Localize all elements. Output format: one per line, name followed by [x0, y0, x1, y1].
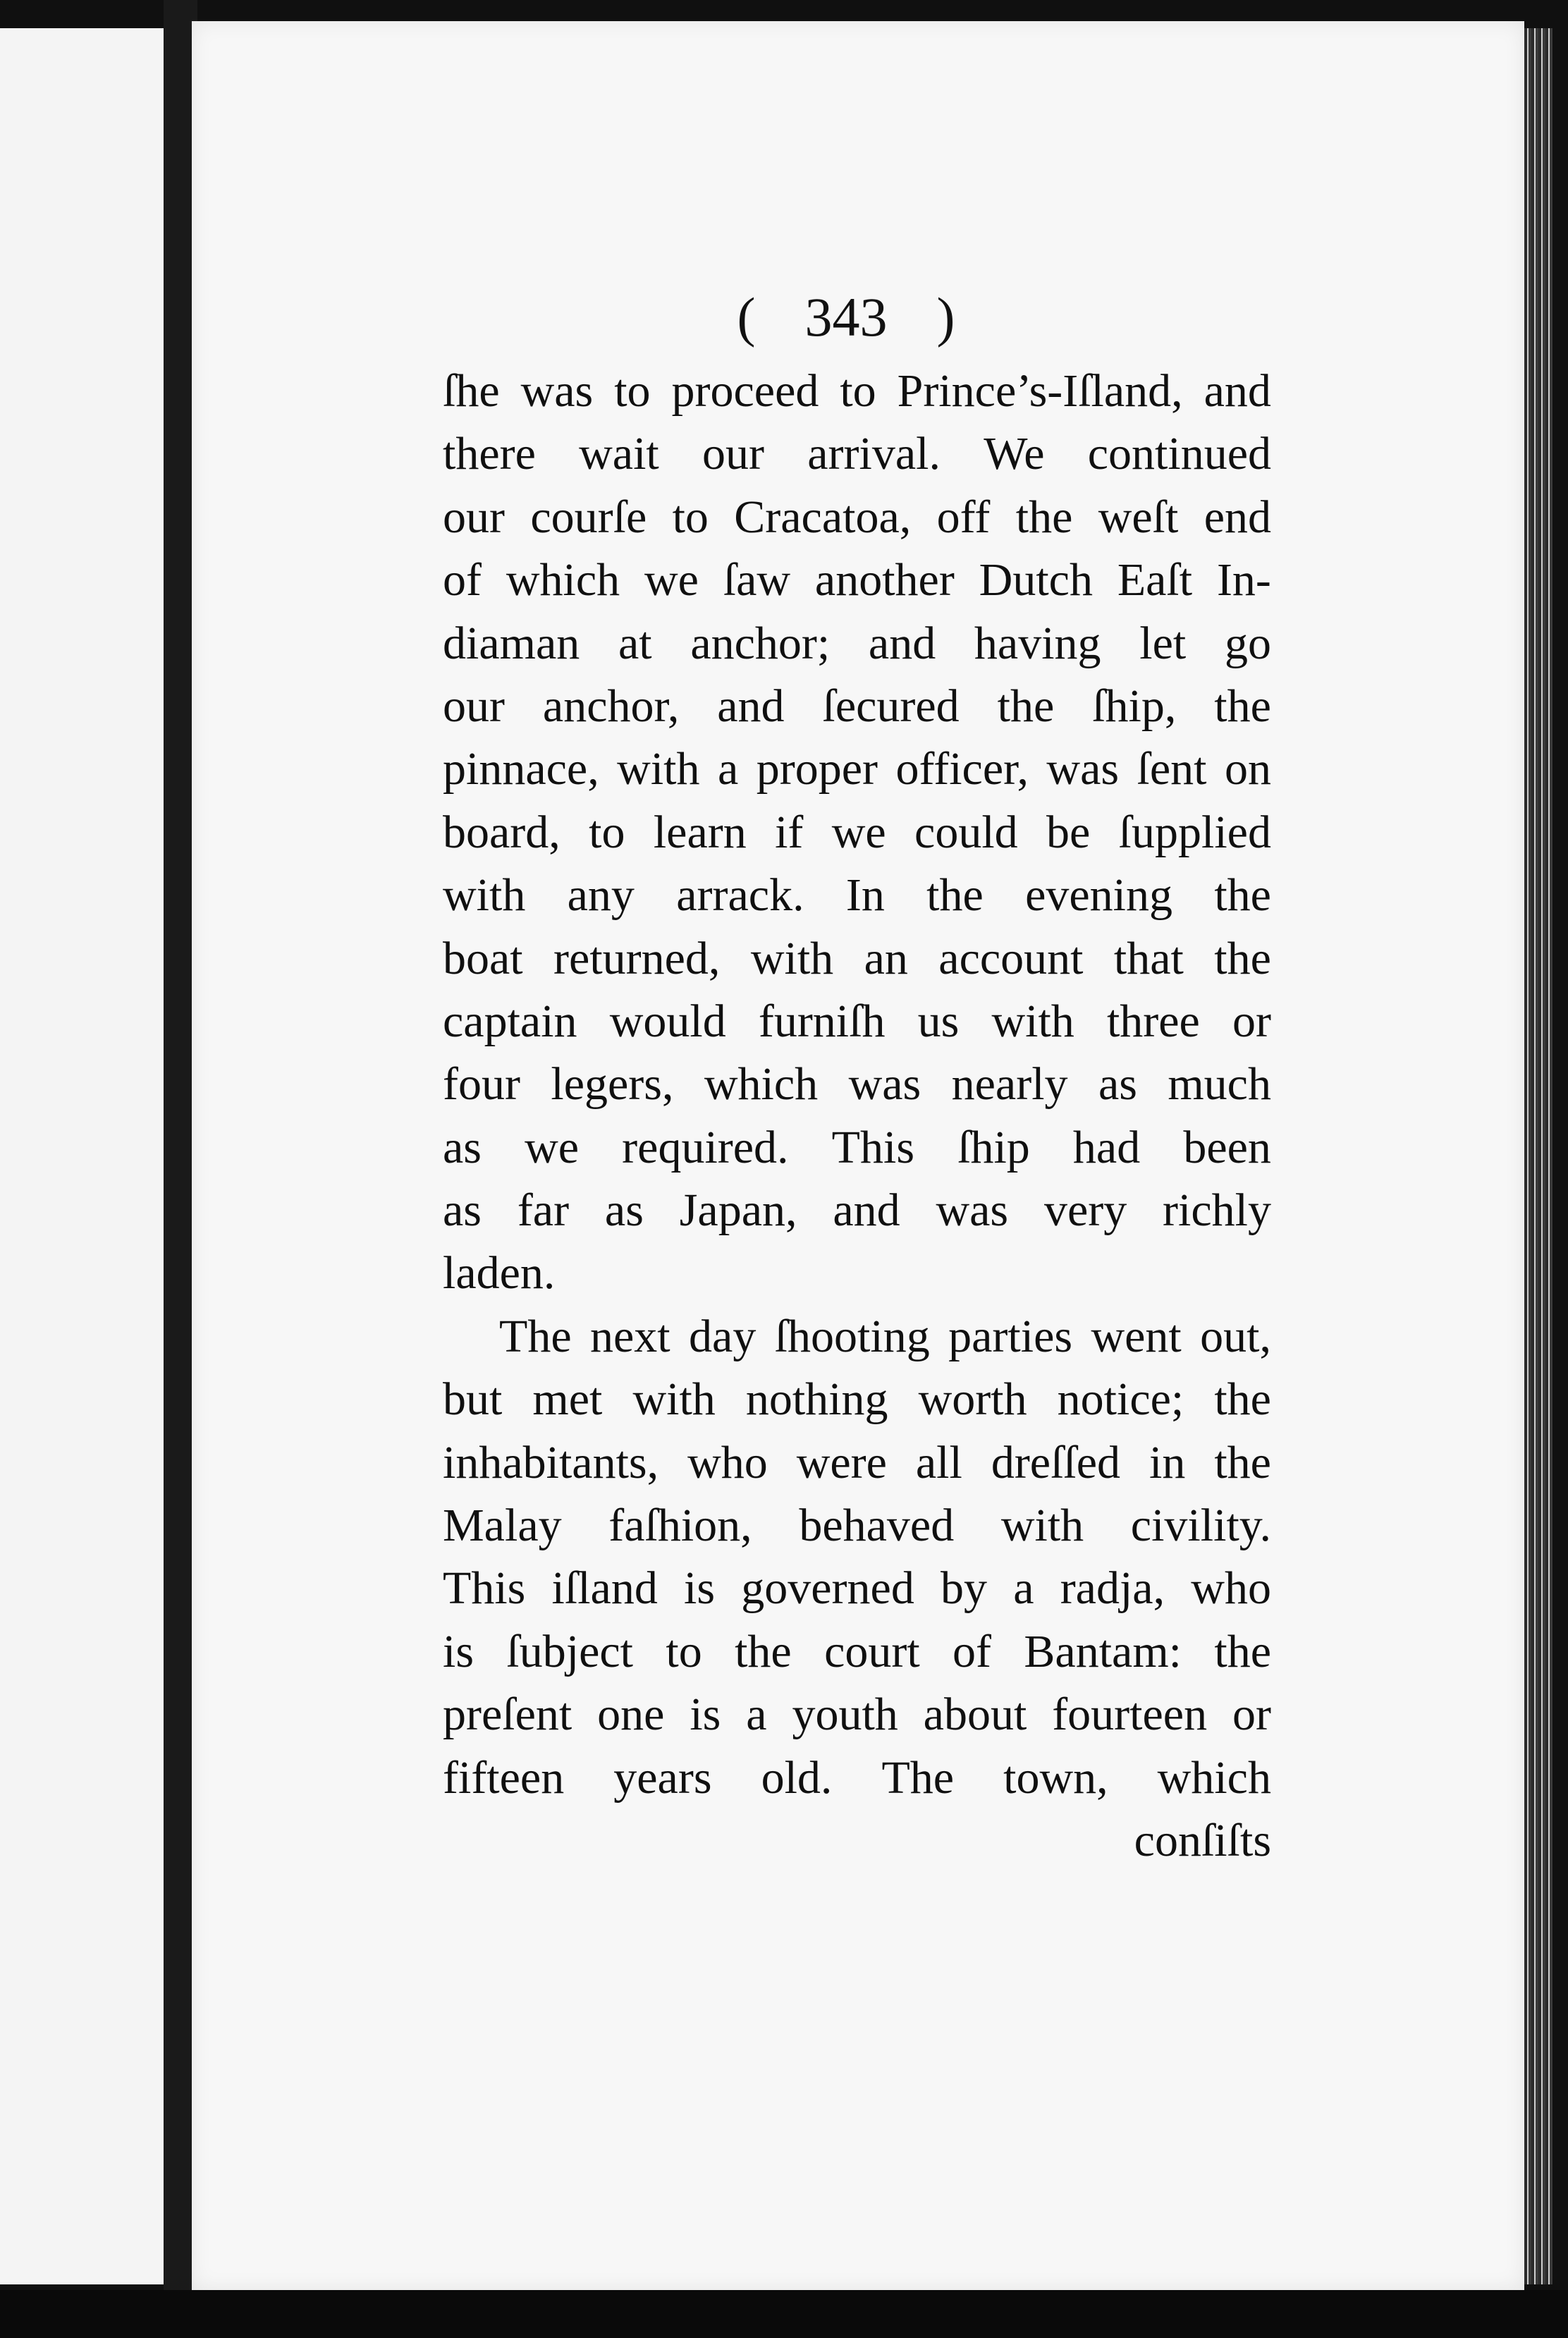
- word: that: [1113, 932, 1184, 984]
- text-line: [443, 549, 1271, 611]
- word: go: [1224, 617, 1271, 669]
- word: if: [775, 806, 804, 858]
- word: with: [617, 743, 700, 795]
- word: was: [1046, 743, 1120, 795]
- text-line: [443, 1746, 1271, 1809]
- word: and: [1203, 365, 1271, 417]
- text-line: [443, 1557, 1271, 1620]
- word: were: [796, 1436, 887, 1488]
- text-line: [443, 486, 1271, 549]
- word: fourteen: [1052, 1689, 1208, 1741]
- word: worth: [918, 1373, 1027, 1426]
- word: ſhip: [957, 1121, 1030, 1173]
- word: we: [525, 1121, 580, 1173]
- word: ſhooting: [774, 1310, 930, 1362]
- word: notice;: [1057, 1373, 1184, 1426]
- word: radja,: [1060, 1562, 1165, 1615]
- word: civility.: [1130, 1500, 1271, 1552]
- text-line: [443, 1305, 1271, 1368]
- word: Malay: [443, 1500, 562, 1552]
- word: In-: [1216, 554, 1271, 606]
- word: we: [644, 554, 699, 606]
- word: Cracatoa,: [734, 491, 912, 543]
- word: ſubject: [506, 1625, 633, 1677]
- word: next: [590, 1310, 670, 1362]
- word: of: [953, 1625, 992, 1677]
- word: or: [1232, 1689, 1271, 1741]
- word: nearly: [951, 1058, 1068, 1110]
- word: richly: [1163, 1185, 1271, 1237]
- word: proper: [756, 743, 878, 795]
- word: be: [1046, 806, 1091, 858]
- text-line: [443, 1683, 1271, 1746]
- word: years: [613, 1751, 712, 1804]
- word: which: [506, 554, 620, 606]
- word: our: [443, 680, 505, 732]
- word: returned,: [553, 932, 721, 984]
- word: and: [833, 1185, 900, 1237]
- word: conſiſts: [1134, 1814, 1271, 1866]
- word: required.: [622, 1121, 789, 1173]
- word: is: [684, 1562, 716, 1615]
- word: courſe: [530, 491, 647, 543]
- word: is: [443, 1625, 474, 1677]
- word: been: [1183, 1121, 1271, 1173]
- scan-border: [0, 2290, 1568, 2338]
- word: preſent: [443, 1689, 572, 1741]
- word: wait: [579, 428, 659, 480]
- word: to: [614, 365, 651, 417]
- word: iſland: [551, 1562, 658, 1615]
- page-edges: [1524, 28, 1552, 2284]
- word: who: [687, 1436, 768, 1488]
- word: a: [746, 1689, 767, 1741]
- text-line: [443, 1368, 1271, 1431]
- word: the: [1214, 1373, 1271, 1426]
- word: In: [845, 869, 885, 922]
- word: dreſſed: [991, 1436, 1121, 1488]
- word: the: [1214, 680, 1271, 732]
- word: or: [1232, 995, 1271, 1047]
- page-number-value: 343: [804, 286, 888, 348]
- word: parties: [948, 1310, 1073, 1362]
- word: old.: [761, 1751, 833, 1804]
- word: to: [840, 365, 876, 417]
- word: as: [443, 1185, 482, 1237]
- word: to: [589, 806, 625, 858]
- word: faſhion,: [608, 1500, 752, 1552]
- word: had: [1072, 1121, 1141, 1173]
- word: The: [881, 1751, 955, 1804]
- word: was: [520, 365, 594, 417]
- word: youth: [792, 1689, 898, 1741]
- word: boat: [443, 932, 523, 984]
- word: weſt: [1098, 491, 1179, 543]
- word: anchor;: [690, 617, 831, 669]
- word: nothing: [745, 1373, 888, 1426]
- word: Japan,: [679, 1185, 797, 1237]
- word: with: [443, 869, 526, 922]
- word: ſent: [1137, 743, 1207, 795]
- word: captain: [443, 995, 577, 1047]
- word: laden.: [443, 1247, 556, 1299]
- word: an: [864, 932, 908, 984]
- word: who: [1191, 1562, 1271, 1615]
- word: arrack.: [676, 869, 804, 922]
- word: and: [717, 680, 785, 732]
- word: our: [702, 428, 764, 480]
- page-number-close-paren: ): [936, 286, 955, 348]
- text-line: [443, 737, 1271, 800]
- word: which: [704, 1058, 819, 1110]
- word: behaved: [799, 1500, 955, 1552]
- word: court: [824, 1625, 920, 1677]
- word: went: [1091, 1310, 1182, 1362]
- word: a: [1013, 1562, 1034, 1615]
- word: as: [443, 1121, 482, 1173]
- word: four: [443, 1058, 520, 1110]
- word: proceed: [671, 365, 819, 417]
- word: with: [1000, 1500, 1084, 1552]
- word: could: [914, 806, 1018, 858]
- word: three: [1106, 995, 1200, 1047]
- word: with: [991, 995, 1074, 1047]
- word: another: [814, 554, 955, 606]
- text-line: [443, 1053, 1271, 1115]
- word: day: [689, 1310, 757, 1362]
- word: would: [609, 995, 726, 1047]
- text-line: [443, 927, 1271, 990]
- text-line: [443, 1116, 1271, 1179]
- word: governed: [741, 1562, 914, 1615]
- text-line: [443, 360, 1271, 422]
- word: out,: [1200, 1310, 1271, 1362]
- word: the: [926, 869, 984, 922]
- word: Prince’s-Iſland,: [897, 365, 1183, 417]
- word: was: [848, 1058, 921, 1110]
- word: we: [831, 806, 886, 858]
- word: much: [1168, 1058, 1271, 1110]
- word: the: [1214, 1436, 1271, 1488]
- word: far: [517, 1185, 570, 1237]
- word: to: [666, 1625, 702, 1677]
- word: ſhip,: [1092, 680, 1177, 732]
- word: the: [1214, 869, 1271, 922]
- text-line: [443, 422, 1271, 485]
- word: with: [632, 1373, 716, 1426]
- word: our: [443, 491, 505, 543]
- word: met: [532, 1373, 603, 1426]
- word: town,: [1003, 1751, 1108, 1804]
- page-number: [733, 279, 959, 356]
- text-line: [443, 675, 1271, 737]
- word: fifteen: [443, 1751, 565, 1804]
- word: with: [750, 932, 834, 984]
- text-line: [443, 1431, 1271, 1494]
- word: the: [735, 1625, 792, 1677]
- word: all: [915, 1436, 962, 1488]
- word: the: [1214, 932, 1271, 984]
- facing-page: [0, 28, 164, 2284]
- word: We: [984, 428, 1045, 480]
- word: the: [997, 680, 1055, 732]
- word: any: [567, 869, 635, 922]
- text-line: [443, 1242, 1271, 1304]
- word: pinnace,: [443, 743, 599, 795]
- word: off: [936, 491, 991, 543]
- word: anchor,: [542, 680, 680, 732]
- text-line: [443, 801, 1271, 864]
- text-line: [443, 612, 1271, 675]
- word: Eaſt: [1117, 554, 1193, 606]
- word: ſhe: [443, 365, 500, 417]
- text-line: [443, 1179, 1271, 1242]
- word: as: [604, 1185, 644, 1237]
- word: was: [936, 1185, 1009, 1237]
- word: continued: [1087, 428, 1271, 480]
- word: let: [1139, 617, 1187, 669]
- word: very: [1043, 1185, 1127, 1237]
- text-line: [443, 990, 1271, 1053]
- word: which: [1157, 1751, 1271, 1804]
- word: the: [1214, 1625, 1271, 1677]
- word: diaman: [443, 617, 580, 669]
- word: officer,: [895, 743, 1029, 795]
- text-line: [443, 1494, 1271, 1557]
- word: This: [831, 1121, 915, 1173]
- word: having: [974, 617, 1101, 669]
- word: but: [443, 1373, 503, 1426]
- word: inhabitants,: [443, 1436, 659, 1488]
- word: us: [917, 995, 960, 1047]
- word: legers,: [551, 1058, 674, 1110]
- catchword: [443, 1809, 1271, 1872]
- word: is: [690, 1689, 721, 1741]
- word: at: [618, 617, 652, 669]
- word: to: [672, 491, 709, 543]
- word: account: [938, 932, 1084, 984]
- word: ſaw: [723, 554, 791, 606]
- word: Dutch: [979, 554, 1093, 606]
- word: a: [717, 743, 739, 795]
- word: as: [1098, 1058, 1137, 1110]
- word: furniſh: [758, 995, 886, 1047]
- word: there: [443, 428, 536, 480]
- word: end: [1203, 491, 1271, 543]
- word: ſecured: [822, 680, 960, 732]
- word: This: [443, 1562, 526, 1615]
- word: about: [923, 1689, 1027, 1741]
- word: in: [1149, 1436, 1186, 1488]
- text-line: [443, 1620, 1271, 1683]
- word: and: [868, 617, 936, 669]
- word: The: [499, 1310, 572, 1362]
- word: on: [1224, 743, 1271, 795]
- word: arrival.: [807, 428, 941, 480]
- body-text: [443, 360, 1271, 1872]
- word: learn: [653, 806, 747, 858]
- word: evening: [1025, 869, 1173, 922]
- word: of: [443, 554, 482, 606]
- word: one: [597, 1689, 665, 1741]
- page-number-open-paren: (: [737, 286, 756, 348]
- word: board,: [443, 806, 561, 858]
- word: by: [941, 1562, 988, 1615]
- word: ſupplied: [1118, 806, 1271, 858]
- word: the: [1015, 491, 1073, 543]
- text-line: [443, 864, 1271, 926]
- word: Bantam:: [1024, 1625, 1182, 1677]
